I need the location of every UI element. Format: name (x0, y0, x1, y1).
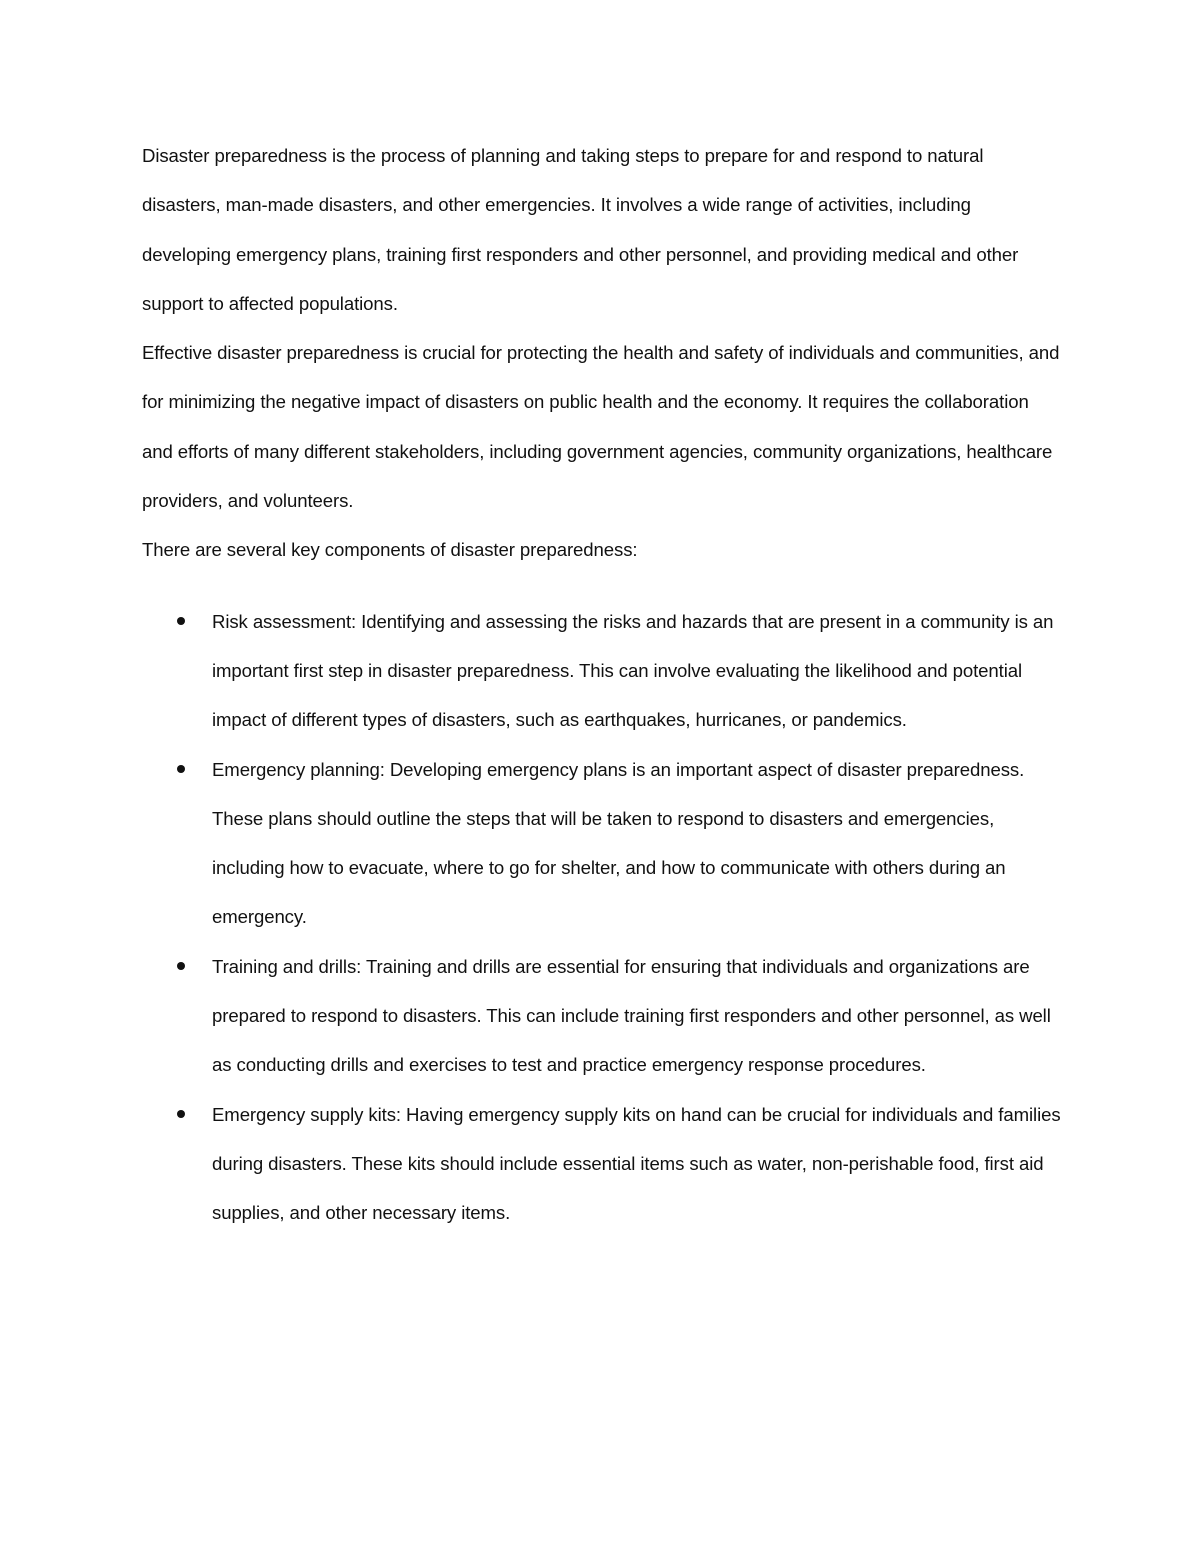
bullet-icon (177, 765, 185, 773)
list-item-text: Emergency supply kits: Having emergency supply kits on hand can be crucial for individuals and families during disasters. These kits should include essential items such as water, non-perishable food, first aid supplies, and other necessary items. (212, 1103, 1061, 1224)
list-item-text: Emergency planning: Developing emergency plans is an important aspect of disaster preparedness. These plans should outline the steps that will be taken to respond to disasters and emergencies, including how to evacuate, where to go for shelter, and how to communicate with others during an emergency. (212, 758, 1025, 928)
bullet-icon (177, 1110, 185, 1118)
list-item-text: Risk assessment: Identifying and assessing the risks and hazards that are present in a community is an important first step in disaster preparedness. This can involve evaluating the likelihood and potential impact of different types of disasters, such as earthquakes, hurricanes, or pandemics. (212, 610, 1054, 731)
paragraph-importance: Effective disaster preparedness is crucial for protecting the health and safety of individuals and communities, and for minimizing the negative impact of disasters on public health and the economy. It requires the collaboration and efforts of many different stakeholders, including government agencies, community organizations, healthcare providers, and volunteers. (142, 342, 1060, 512)
paragraph-intro: Disaster preparedness is the process of planning and taking steps to prepare for and respond to natural disasters, man-made disasters, and other emergencies. It involves a wide range of activities, including developing emergency plans, training first responders and other personnel, and providing medical and other support to affected populations. (142, 145, 1019, 314)
bullet-icon (177, 617, 185, 625)
paragraph-components-intro: There are several key components of disaster preparedness: (142, 539, 638, 561)
bullet-icon (177, 962, 185, 970)
list-item-emergency-planning (142, 745, 1062, 942)
list-item-risk-assessment (142, 597, 1062, 745)
list-item-training-drills (142, 942, 1062, 1090)
components-list (142, 597, 1062, 1238)
list-item-text: Training and drills: Training and drills are essential for ensuring that individuals and organizations are prepared to respond to disasters. This can include training first responders and other personnel, as well as conducting drills and exercises to test and practice emergency response procedures. (212, 955, 1051, 1076)
list-item-supply-kits (142, 1090, 1062, 1238)
document-body (142, 131, 1062, 1238)
